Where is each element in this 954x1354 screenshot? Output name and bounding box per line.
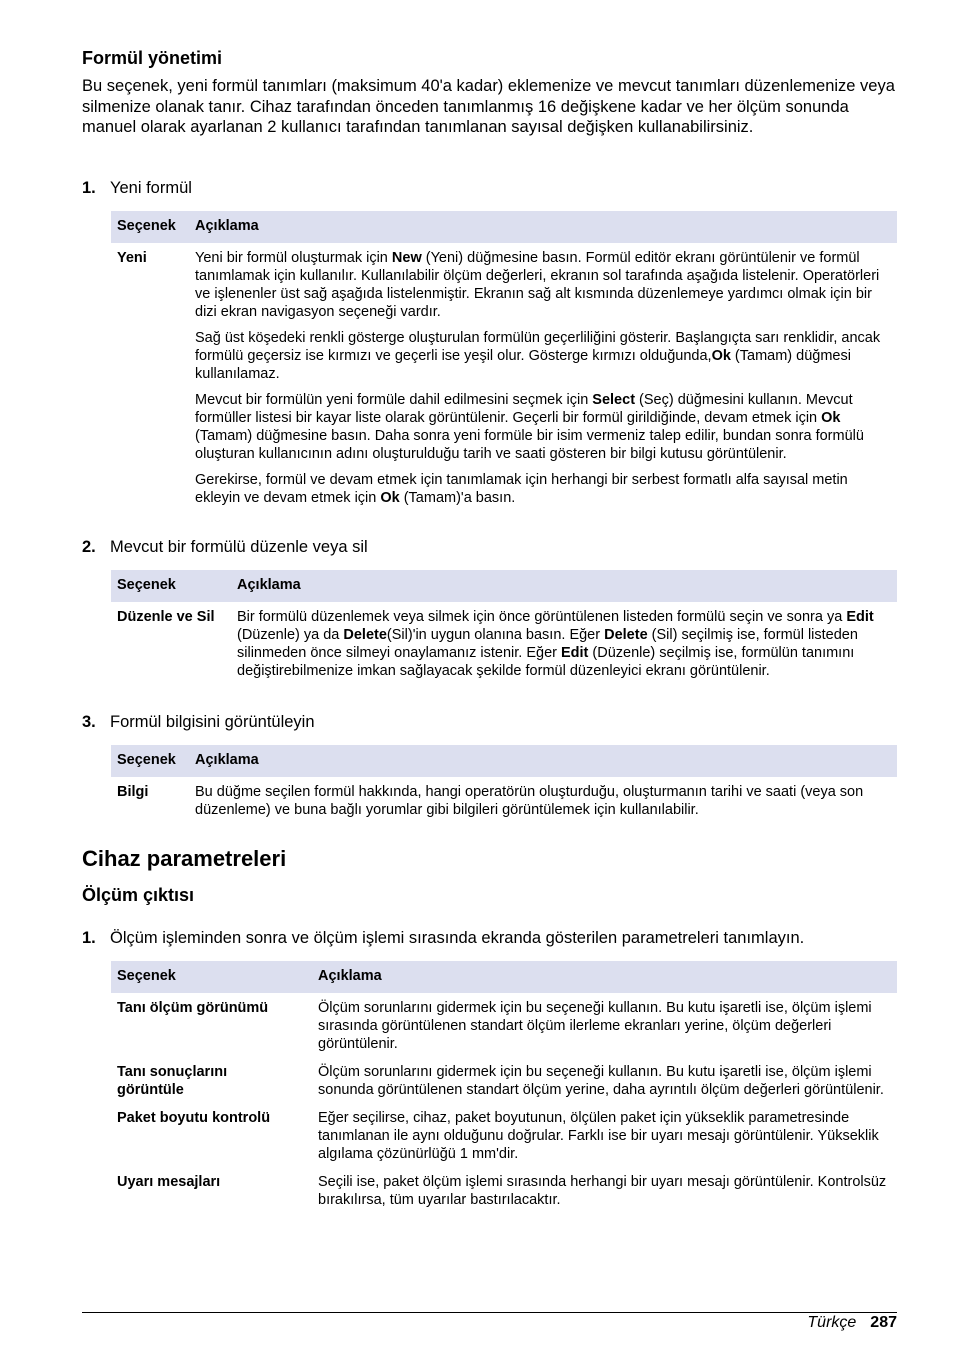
table-row [111, 993, 897, 1057]
options-table-formul-bilgi [111, 745, 897, 823]
step-2 [82, 537, 368, 557]
step-text: Mevcut bir formülü düzenle veya sil [110, 538, 368, 556]
option-description [189, 243, 897, 511]
subsection-title-olcum: Ölçüm çıktısı [82, 885, 195, 905]
page-footer [807, 1313, 897, 1333]
step-number: 1. [82, 179, 96, 197]
step-1 [82, 178, 192, 198]
table-row [111, 1103, 897, 1167]
table-row [111, 602, 897, 684]
options-table-yeni-formul [111, 211, 897, 511]
col-header-description: Açıklama [189, 745, 897, 777]
footer-language: Türkçe [807, 1314, 857, 1331]
option-key: Bilgi [117, 784, 149, 800]
option-key: Uyarı mesajları [117, 1174, 221, 1190]
col-header-description: Açıklama [231, 570, 897, 602]
option-description: Eğer seçilirse, cihaz, paket boyutunun, ölçülen paket için yükseklik parametresinde tanımlanan ile aynı olduğunu doğrular. Farklı ise bir uyarı mesajı görüntülenir. Yükseklik algılama çözünürlüğü 1 mm'dir. [318, 1110, 879, 1162]
formul-intro: Bu seçenek, yeni formül tanımları (maksimum 40'a kadar) eklemenize ve mevcut tanımları düzenlemenize veya silmenize olanak tanır. Cihaz tarafından önceden tanımlanmış 16 değişkene kadar ve her ölçüm sonunda manuel olarak ayarlanan 2 kullanıcı tarafından tanımlanan sayısal değişken kullanabilirsiniz. [82, 77, 895, 136]
option-key: Yeni [117, 250, 147, 266]
step-number: 1. [82, 929, 96, 947]
table-row [111, 1167, 897, 1213]
options-table-duzenle-sil [111, 570, 897, 684]
table-row [111, 243, 897, 511]
col-header-option: Seçenek [111, 570, 231, 602]
step-text: Formül bilgisini görüntüleyin [110, 713, 315, 731]
description-paragraph: Gerekirse, formül ve devam etmek için tanımlamak için herhangi bir serbest formatlı alfa sayısal metin ekleyin ve devam etmek için Ok (Tamam)'a basın. [195, 472, 848, 506]
table-header-row [111, 745, 897, 777]
col-header-option: Seçenek [111, 961, 312, 993]
option-description: Ölçüm sorunlarını gidermek için bu seçeneği kullanın. Bu kutu işaretli ise, ölçüm işlemi sonunda görüntülenen standart ölçüm yerine, daha ayrıntılı ölçüm değerleri görüntülenir. [318, 1064, 884, 1098]
option-description: Seçili ise, paket ölçüm işlemi sırasında herhangi bir uyarı mesajı görüntülenir. Kontrolsüz bırakılırsa, tüm uyarılar bastırılacaktır. [318, 1174, 887, 1208]
description-paragraph: Mevcut bir formülün yeni formüle dahil edilmesini seçmek için Select (Seç) düğmesini kullanın. Mevcut formüller listesi bir kayar liste olarak görüntülenir. Geçerli bir formül girildiğinde, devam etmek için Ok (Tamam) düğmesine basın. Daha sonra yeni formüle bir isim vermeniz talep edilir, bundan sonra formülü oluşturan kullanıcının adını oluşturulduğu tarih ve saati gösteren bir bilgi kutusu görüntülenir. [195, 392, 864, 462]
section-title-cihaz: Cihaz parametreleri [82, 846, 287, 871]
footer-divider [82, 1312, 897, 1313]
option-key: Tanı ölçüm görünümü [117, 1000, 269, 1016]
option-description: Bir formülü düzenlemek veya silmek için önce görüntülenen listeden formülü seçin ve sonra ya Edit (Düzenle) ya da Delete(Sil)'in uygun olanına basın. Eğer Delete (Sil) seçilmiş ise, formül listeden silinmeden önce silmeyi onaylamanız istenir. Eğer Edit (Düzenle) seçilmiş ise, formülün tanımını değiştirebilmenize imkan sağlayacak şekilde formül düzenleyici ekranı görüntülenir. [237, 609, 874, 679]
step-text: Ölçüm işleminden sonra ve ölçüm işlemi sırasında ekranda gösterilen parametreleri tanımlayın. [110, 929, 805, 947]
step-3 [82, 712, 315, 732]
step-number: 2. [82, 538, 96, 556]
col-header-option: Seçenek [111, 745, 189, 777]
table-header-row [111, 211, 897, 243]
col-header-option: Seçenek [111, 211, 189, 243]
option-description: Ölçüm sorunlarını gidermek için bu seçeneği kullanın. Bu kutu işaretli ise, ölçüm işlemi sırasında görüntülenen standart ölçüm ilerleme ekranları yerine, ölçüm değerleri görüntülenir. [318, 1000, 872, 1052]
options-table-olcum-ciktisi [111, 961, 897, 1213]
step-1-cihaz [82, 928, 897, 948]
step-text: Yeni formül [110, 179, 192, 197]
step-number: 3. [82, 713, 96, 731]
option-key: Paket boyutu kontrolü [117, 1110, 271, 1126]
section-title-formul: Formül yönetimi [82, 48, 223, 68]
option-key: Düzenle ve Sil [117, 609, 215, 625]
description-paragraph: Yeni bir formül oluşturmak için New (Yeni) düğmesine basın. Formül editör ekranı görüntülenir ve formül tanımlamak için kullanılır. Kullanılabilir ölçüm değerleri, ekranın sol tarafında aşağıda listelenir. Operatörleri ve işlenenler üst sağ aşağıda listelenmiştir. Ekranın sağ alt kısmında düzenlemeye yardımcı olmak için bir dizi ekran navigasyon seçeneği vardır. [195, 250, 880, 320]
page-number: 287 [870, 1314, 897, 1331]
col-header-description: Açıklama [312, 961, 897, 993]
description-paragraph: Sağ üst köşedeki renkli gösterge oluşturulan formülün geçerliliğini gösterir. Başlangıçta sarı renklidir, ancak formülü geçersiz ise kırmızı ve geçerli ise yeşil olur. Gösterge kırmızı olduğunda,Ok (Tamam) düğmesi kullanılamaz. [195, 330, 881, 382]
table-header-row [111, 961, 897, 993]
col-header-description: Açıklama [189, 211, 897, 243]
table-row [111, 777, 897, 823]
table-header-row [111, 570, 897, 602]
option-description: Bu düğme seçilen formül hakkında, hangi operatörün oluşturduğu, oluşturmanın tarihi ve saati (veya son düzenleme) ve buna bağlı yorumlar gibi bilgileri görüntülemek için kullanılabilir. [195, 784, 864, 818]
table-row [111, 1057, 897, 1103]
option-key: Tanı sonuçlarını görüntüle [117, 1064, 228, 1098]
